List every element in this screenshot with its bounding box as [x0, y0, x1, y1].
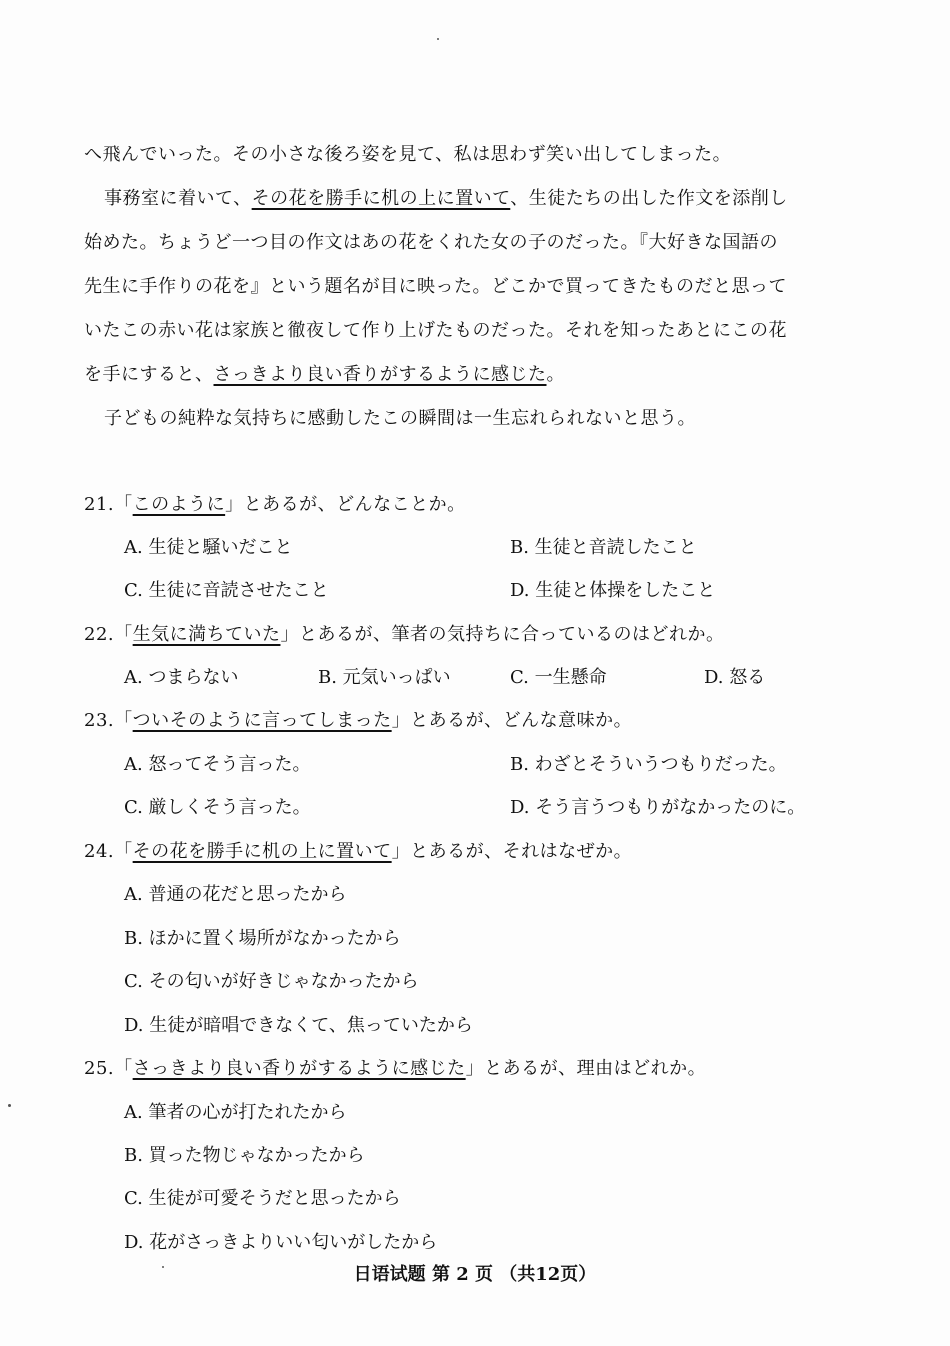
passage-text: 子どもの純粋な気持ちに感動したこの瞬間は一生忘れられないと思う。: [104, 408, 696, 429]
question-24: [84, 837, 632, 863]
option-23-c[interactable]: C. 厳しくそう言った。: [124, 797, 311, 818]
option-25-d[interactable]: D. 花がさっきよりいい匂いがしたから: [124, 1232, 438, 1253]
question-text: 」とあるが、理由はどれか。: [465, 1058, 707, 1079]
question-22: [84, 620, 724, 646]
scan-speck: [437, 38, 439, 40]
bracket-open: 「: [114, 494, 133, 515]
option-21-a[interactable]: A. 生徒と騒いだこと: [124, 537, 293, 558]
option-25-b[interactable]: B. 買った物じゃなかったから: [124, 1145, 365, 1166]
passage-text: へ飛んでいった。その小さな後ろ姿を見て、私は思わず笑い出してしまった。: [84, 144, 732, 165]
question-text: 」とあるが、それはなぜか。: [391, 841, 633, 862]
question-quote: ついそのように言ってしまった: [132, 710, 392, 731]
question-number: 24.: [84, 841, 115, 862]
question-quote: このように: [132, 494, 226, 515]
passage-text: いたこの赤い花は家族と徹夜して作り上げたものだった。それを知ったあとにこの花: [84, 320, 787, 341]
passage-line-4: [84, 272, 787, 298]
scan-speck: [162, 1266, 164, 1268]
option-23-a[interactable]: A. 怒ってそう言った。: [124, 754, 311, 775]
page-footer: 日语试题 第 2 页 （共12页）: [353, 1264, 597, 1285]
passage-line-2: [104, 184, 788, 210]
option-23-d[interactable]: D. そう言うつもりがなかったのに。: [510, 797, 806, 818]
bracket-open: 「: [114, 1058, 133, 1079]
bracket-open: 「: [114, 624, 133, 645]
passage-line-7: [104, 404, 696, 430]
passage-text: 。: [546, 364, 565, 385]
question-number: 22.: [84, 624, 115, 645]
question-number: 23.: [84, 710, 115, 731]
option-24-d[interactable]: D. 生徒が暗唱できなくて、焦っていたから: [124, 1015, 473, 1036]
option-25-c[interactable]: C. 生徒が可愛そうだと思ったから: [124, 1188, 401, 1209]
option-21-c[interactable]: C. 生徒に音読させたこと: [124, 580, 329, 601]
underlined-phrase: さっきより良い香りがするように感じた: [213, 364, 547, 385]
bracket-open: 「: [114, 710, 133, 731]
question-quote: さっきより良い香りがするように感じた: [132, 1058, 466, 1079]
passage-text: 先生に手作りの花を』という題名が目に映った。どこかで買ってきたものだと思って: [84, 276, 787, 297]
passage-text: を手にすると、: [84, 364, 214, 385]
option-22-b[interactable]: B. 元気いっぱい: [318, 667, 451, 688]
question-text: 」とあるが、どんな意味か。: [391, 710, 633, 731]
question-number: 25.: [84, 1058, 115, 1079]
underlined-phrase: その花を勝手に机の上に置いて: [251, 188, 511, 209]
bracket-open: 「: [114, 841, 133, 862]
option-22-a[interactable]: A. つまらない: [124, 667, 239, 688]
question-23: [84, 706, 632, 732]
passage-line-1: [84, 140, 731, 166]
question-text: 」とあるが、どんなことか。: [225, 494, 466, 515]
option-22-c[interactable]: C. 一生懸命: [510, 667, 607, 688]
option-23-b[interactable]: B. わざとそういうつもりだった。: [510, 754, 787, 775]
option-21-b[interactable]: B. 生徒と音読したこと: [510, 537, 697, 558]
passage-line-6: [84, 360, 565, 386]
question-21: [84, 490, 466, 516]
option-24-a[interactable]: A. 普通の花だと思ったから: [124, 884, 347, 905]
passage-text: 、生徒たちの出した作文を添削し: [510, 188, 788, 209]
passage-text: 始めた。ちょうど一つ目の作文はあの花をくれた女の子のだった。『大好きな国語の: [84, 232, 778, 253]
question-25: [84, 1054, 706, 1080]
option-22-d[interactable]: D. 怒る: [704, 667, 766, 688]
passage-line-3: [84, 228, 778, 254]
option-21-d[interactable]: D. 生徒と体操をしたこと: [510, 580, 716, 601]
scan-speck: [8, 1104, 11, 1107]
passage-line-5: [84, 316, 787, 342]
option-25-a[interactable]: A. 筆者の心が打たれたから: [124, 1102, 347, 1123]
option-24-b[interactable]: B. ほかに置く場所がなかったから: [124, 928, 401, 949]
question-text: 」とあるが、筆者の気持ちに合っているのはどれか。: [280, 624, 725, 645]
option-24-c[interactable]: C. その匂いが好きじゃなかったから: [124, 971, 419, 992]
question-quote: その花を勝手に机の上に置いて: [132, 841, 392, 862]
question-number: 21.: [84, 494, 115, 515]
question-quote: 生気に満ちていた: [132, 624, 281, 645]
passage-text: 事務室に着いて、: [104, 188, 252, 209]
